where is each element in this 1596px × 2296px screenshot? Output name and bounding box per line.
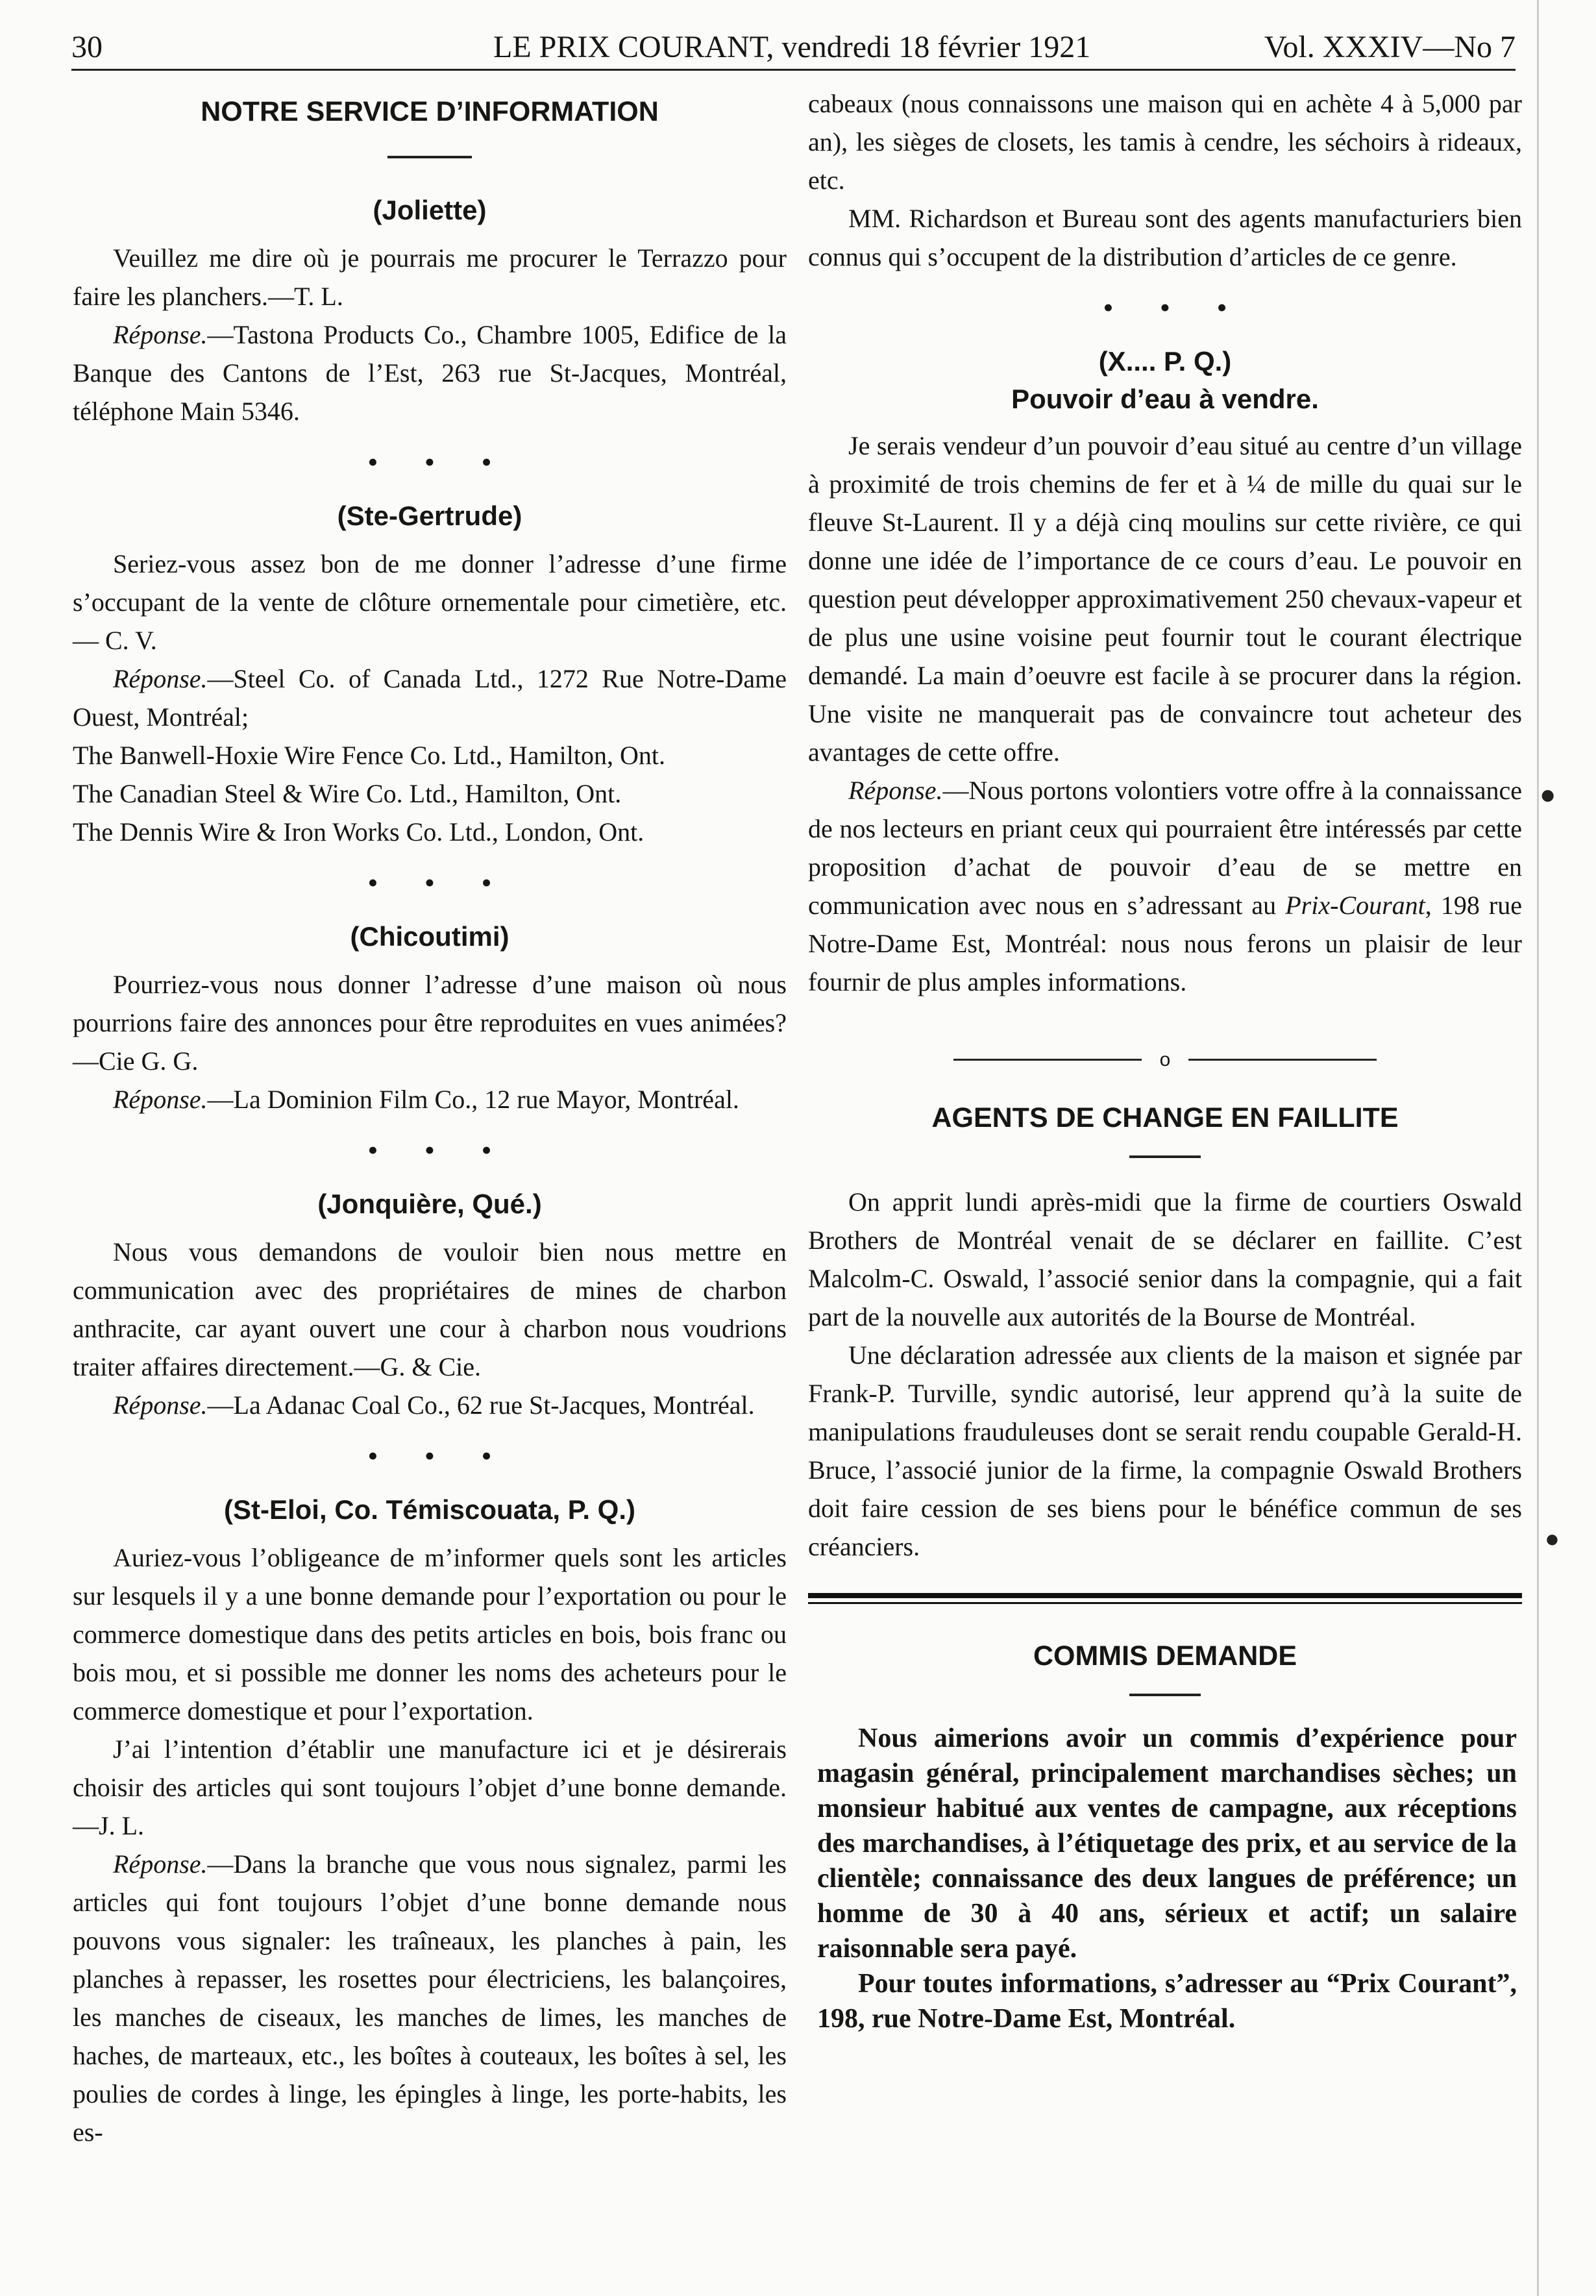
query-question: Veuillez me dire où je pourrais me procurer le Terrazzo pour faire les planchers.—T. L. (73, 243, 787, 311)
journal-name: Prix-Courant (1285, 891, 1425, 920)
query-question: Je serais vendeur d’un pouvoir d’eau situé au centre d’un village à proximité de trois chemins de fer et à ¼ de mille du quai sur le fleuve St-Laurent. Il y a déjà cinq moulins sur cette rivière, ce qui donne une idée de l’importance de ce cours d’eau. Le pouvoir en question peut développer approximativement 250 chevaux-vapeur et de plus une usine voisine peut fournir tout le courant électrique demandé. La main d’oeuvre est facile à se procurer dans la région. Une visite ne manquerait pas de convaincre tout acheteur des avantages de cette offre. (808, 431, 1522, 767)
answer-text: —Dans la branche que vous nous signalez, parmi les articles qui font toujours l’objet d’une bonne demande nous pouvons vous signaler: les traîneaux, les planches à pain, les planches à repasser, les rosettes pour électriciens, les balançoires, les manches de ciseaux, les manches de limes, les manches de haches, de marteaux, etc., les boîtes à couteaux, les boîtes à sel, les poulies de cordes à linge, les épingles à linge, les porte-habits, les es- (73, 1849, 787, 2147)
answer-text: —La Adanac Coal Co., 62 rue St-Jacques, Montréal. (207, 1390, 755, 1420)
page-edge-line (1537, 0, 1539, 2296)
header-rule (71, 69, 1516, 71)
volume-number: Vol. XXXIV—No 7 (1264, 30, 1516, 64)
margin-mark: ● (1540, 779, 1556, 809)
article-paragraph: Une déclaration adressée aux clients de la maison et signée par Frank-P. Turville, syndic autorisé, leur apprend qu’à la suite de manipulations frauduleuses dont se serait rendu coupable Gerald-H. Bruce, l’associé junior de la firme, la compagnie Oswald Brothers doit faire cession de ses biens pour le bénéfice commun de ses créanciers. (808, 1340, 1522, 1561)
query-heading: (Joliette) (373, 195, 487, 225)
query-question: Pourriez-vous nous donner l’adresse d’une maison où nous pourrions faire des annonces pour être reproduites en vues animées?—Cie G. G. (73, 970, 787, 1076)
separator-dots: • • • (367, 445, 511, 478)
query-answer (73, 1386, 787, 1424)
journal-title-date: LE PRIX COURANT, vendredi 18 février 1921 (493, 30, 1091, 64)
query-answer (73, 315, 787, 430)
double-rule (808, 1593, 1522, 1604)
agents-note: MM. Richardson et Bureau sont des agents manufacturiers bien connus qui s’occupent de la distribution d’articles de ce genre. (808, 204, 1522, 271)
query-answer (73, 660, 787, 736)
article-paragraph: On apprit lundi après-midi que la firme de courtiers Oswald Brothers de Montréal venait de se déclarer en faillite. C’est Malcolm-C. Oswald, l’associé senior dans la compagnie, qui a fait part de la nouvelle aux autorités de la Bourse de Montréal. (808, 1187, 1522, 1331)
query-ste-gertrude (73, 497, 787, 851)
query-jonquiere (73, 1185, 787, 1424)
query-heading: (Chicoutimi) (350, 921, 509, 952)
query-question: Auriez-vous l’obligeance de m’informer quels sont les articles sur lesquels il y a une bonne demande pour l’exportation ou pour le commerce domestique dans des petits articles en bois, bois franc ou bois mou, et si possible me donner les noms des acheteurs pour le commerce domestique et pour l’exportation. (73, 1543, 787, 1725)
separator-dots: • • • (367, 1133, 511, 1167)
separator-dots: • • • (367, 1439, 511, 1472)
answer-label: Réponse. (113, 320, 208, 349)
query-heading: (X.... P. Q.) (1098, 346, 1232, 376)
article-title: AGENTS DE CHANGE EN FAILLITE (931, 1102, 1399, 1133)
notice-paragraph: Nous aimerions avoir un commis d’expérience pour magasin général, principalement marchandises sèches; un monsieur habitué aux ventes de campagne, aux réceptions des marchandises, à l’étiquetage des prix, et au service de la clientèle; connaissance des deux langues de préférence; un homme de 30 à 40 ans, sérieux et actif; un salaire raisonnable sera payé. (817, 1723, 1517, 1964)
query-answer (73, 1080, 787, 1118)
answer-continuation: cabeaux (nous connaissons une maison qui en achète 4 à 5,000 par an), les sièges de closets, les tamis à cendre, les séchoirs à rideaux, etc. (808, 89, 1522, 195)
divider-line-left (953, 1059, 1142, 1061)
divider-line-right (1188, 1059, 1377, 1061)
query-chicoutimi (73, 917, 787, 1118)
query-answer (73, 1845, 787, 2151)
notice-commis (808, 1636, 1522, 2036)
circle-divider (808, 1046, 1522, 1072)
query-question: Nous vous demandons de vouloir bien nous mettre en communication avec des propriétaires de mines de charbon anthracite, car ayant ouvert une cour à charbon nous voudrions traiter affaires directement.—G. & Cie. (73, 1237, 787, 1381)
answer-address-line: The Dennis Wire & Iron Works Co. Ltd., London, Ont. (73, 817, 645, 846)
right-column (808, 84, 1522, 2036)
answer-text: —Tastona Products Co., Chambre 1005, Edifice de la Banque des Cantons de l’Est, 263 rue St-Jacques, Montréal, téléphone Main 5346. (73, 320, 787, 426)
answer-text: —Steel Co. of Canada Ltd., 1272 Rue Notre-Dame Ouest, Montréal; (73, 664, 787, 732)
answer-label: Réponse. (113, 1390, 208, 1420)
query-st-eloi (73, 1490, 787, 2151)
query-subheading: Pouvoir d’eau à vendre. (1011, 384, 1319, 414)
divider-circle: o (1159, 1048, 1171, 1070)
page-number: 30 (71, 30, 103, 64)
separator-dots: • • • (1103, 291, 1247, 324)
notice-body (808, 1721, 1522, 2036)
answer-label: Réponse. (113, 664, 208, 693)
query-xpq (808, 342, 1522, 1001)
notice-paragraph: Pour toutes informations, s’adresser au “Prix Courant”, 198, rue Notre-Dame Est, Montréal. (817, 1969, 1517, 2034)
answer-label: Réponse. (113, 1849, 208, 1879)
title-rule (1129, 1694, 1201, 1696)
query-answer (808, 771, 1522, 1001)
query-question: Seriez-vous assez bon de me donner l’adresse d’une firme s’occupant de la vente de clôture ornementale pour cimetière, etc. — C. V. (73, 549, 787, 655)
title-rule (387, 156, 472, 158)
answer-label: Réponse. (113, 1085, 208, 1114)
answer-text: —Nous portons volontiers votre offre à la connaissance de nos lecteurs en priant ceux qui pourraient être intéressés par cette proposition d’achat de pouvoir d’eau de se mettre en communication avec nous en s’adressant au (808, 776, 1522, 920)
query-question-continued: J’ai l’intention d’établir une manufacture ici et je désirerais choisir des articles qui sont toujours l’objet d’une bonne demande.—J. L. (73, 1734, 787, 1840)
section-title: NOTRE SERVICE D’INFORMATION (201, 96, 659, 127)
notice-title: COMMIS DEMANDE (1033, 1640, 1297, 1672)
query-heading: (Jonquière, Qué.) (317, 1189, 542, 1219)
query-joliette (73, 191, 787, 430)
article-faillite (808, 1098, 1522, 1566)
query-heading: (Ste-Gertrude) (337, 500, 522, 531)
answer-label: Réponse. (848, 776, 943, 805)
margin-mark: ● (1545, 1525, 1560, 1553)
left-column (73, 84, 787, 2151)
title-rule (1129, 1155, 1201, 1158)
answer-text-end: , 198 rue Notre-Dame Est, Montréal: nous nous ferons un plaisir de leur fournir de plus amples informations. (808, 891, 1522, 996)
separator-dots: • • • (367, 866, 511, 899)
query-heading: (St-Eloi, Co. Témiscouata, P. Q.) (224, 1494, 635, 1525)
answer-address-line: The Banwell-Hoxie Wire Fence Co. Ltd., Hamilton, Ont. (73, 741, 666, 770)
answer-text: —La Dominion Film Co., 12 rue Mayor, Montréal. (207, 1085, 739, 1114)
answer-address-line: The Canadian Steel & Wire Co. Ltd., Hamilton, Ont. (73, 779, 622, 808)
running-header (71, 25, 1516, 70)
